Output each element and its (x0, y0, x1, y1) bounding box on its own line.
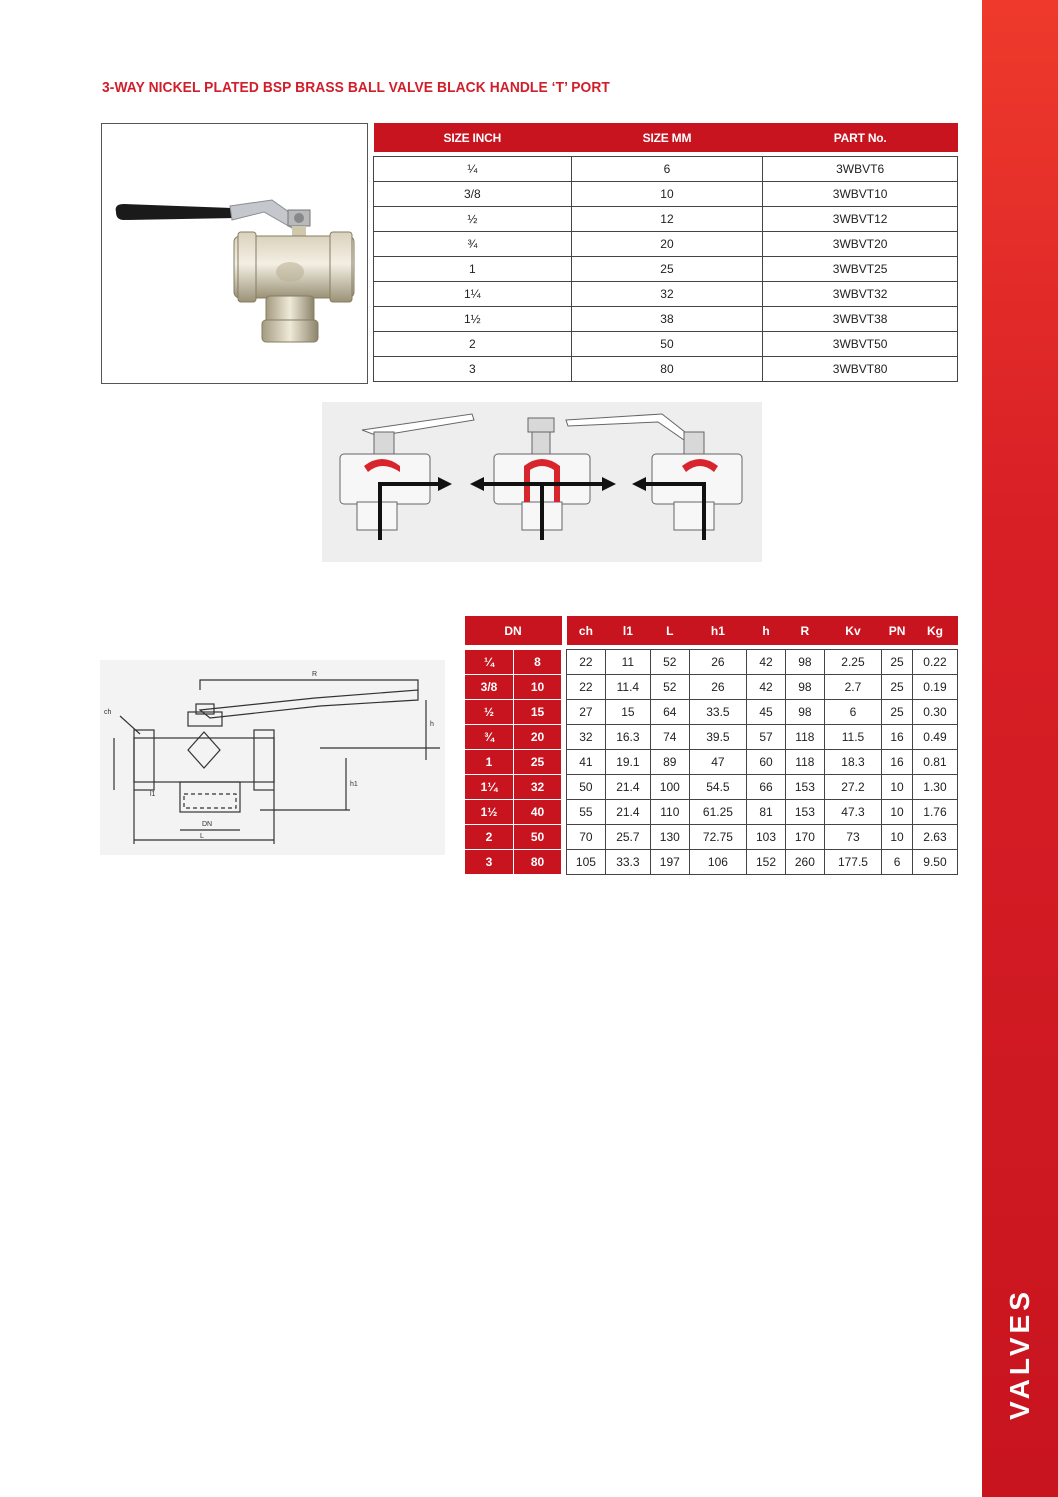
cell-size-inch: 3/8 (374, 182, 572, 207)
cell-kg: 0.22 (912, 650, 957, 675)
table-row (374, 182, 958, 207)
cell-pn: 10 (882, 800, 913, 825)
cell-ch: 22 (567, 650, 606, 675)
cell-kv: 2.25 (824, 650, 881, 675)
cell-size-mm: 32 (571, 282, 763, 307)
cell-size-mm: 25 (571, 257, 763, 282)
table-row (567, 725, 958, 750)
col-header-R: R (785, 616, 824, 645)
cell-pn: 25 (882, 650, 913, 675)
cell-size-mm: 10 (571, 182, 763, 207)
cell-pn: 16 (882, 750, 913, 775)
cell-h: 103 (747, 825, 786, 850)
cell-h1: 72.75 (689, 825, 746, 850)
cell-l: 197 (650, 850, 689, 875)
cell-h: 42 (747, 650, 786, 675)
col-header-h: h (747, 616, 786, 645)
table-row (567, 700, 958, 725)
cell-size-mm: 38 (571, 307, 763, 332)
col-header-dn: DN (465, 616, 562, 645)
cell-pn: 25 (882, 700, 913, 725)
cell-h: 152 (747, 850, 786, 875)
table-row (465, 700, 562, 725)
col-header-part-no: PART No. (763, 123, 958, 152)
cell-l1: 33.3 (605, 850, 650, 875)
cell-dn-mm: 80 (514, 850, 562, 875)
table-row (374, 157, 958, 182)
cell-ch: 70 (567, 825, 606, 850)
cell-h1: 33.5 (689, 700, 746, 725)
table-row (465, 775, 562, 800)
table-row (567, 800, 958, 825)
cell-part-no: 3WBVT50 (763, 332, 958, 357)
technical-drawing (100, 660, 445, 855)
page-title: 3-WAY NICKEL PLATED BSP BRASS BALL VALVE BLACK HANDLE ‘T’ PORT (102, 79, 610, 96)
cell-ch: 41 (567, 750, 606, 775)
cell-r: 153 (785, 775, 824, 800)
cell-kv: 11.5 (824, 725, 881, 750)
cell-h: 42 (747, 675, 786, 700)
cell-kv: 27.2 (824, 775, 881, 800)
cell-h1: 39.5 (689, 725, 746, 750)
cell-dn-inch: 2 (465, 825, 514, 850)
col-header-L: L (650, 616, 689, 645)
table-row (465, 750, 562, 775)
product-photo (101, 123, 368, 384)
cell-part-no: 3WBVT32 (763, 282, 958, 307)
cell-kg: 1.76 (912, 800, 957, 825)
cell-r: 170 (785, 825, 824, 850)
cell-part-no: 3WBVT20 (763, 232, 958, 257)
cell-kg: 0.49 (912, 725, 957, 750)
table-row (567, 850, 958, 875)
cell-size-inch: 1½ (374, 307, 572, 332)
cell-kv: 6 (824, 700, 881, 725)
cell-r: 260 (785, 850, 824, 875)
cell-h: 66 (747, 775, 786, 800)
cell-size-mm: 50 (571, 332, 763, 357)
cell-h: 81 (747, 800, 786, 825)
table-row (374, 232, 958, 257)
cell-l1: 15 (605, 700, 650, 725)
cell-part-no: 3WBVT38 (763, 307, 958, 332)
table-row (465, 800, 562, 825)
cell-dn-mm: 32 (514, 775, 562, 800)
cell-l1: 11.4 (605, 675, 650, 700)
cell-l1: 25.7 (605, 825, 650, 850)
cell-kv: 73 (824, 825, 881, 850)
cell-h1: 26 (689, 650, 746, 675)
cell-part-no: 3WBVT6 (763, 157, 958, 182)
col-header-Kv: Kv (824, 616, 881, 645)
label-R: R (312, 671, 318, 678)
col-header-Kg: Kg (912, 616, 957, 645)
cell-ch: 55 (567, 800, 606, 825)
cell-ch: 27 (567, 700, 606, 725)
ball-valve-illustration (102, 124, 367, 383)
cell-l: 52 (650, 675, 689, 700)
cell-size-inch: 2 (374, 332, 572, 357)
cell-l1: 21.4 (605, 800, 650, 825)
cell-size-mm: 80 (571, 357, 763, 382)
table-row (567, 750, 958, 775)
cell-part-no: 3WBVT12 (763, 207, 958, 232)
cell-dn-mm: 25 (514, 750, 562, 775)
cell-part-no: 3WBVT25 (763, 257, 958, 282)
col-header-size-inch: SIZE INCH (374, 123, 572, 152)
dimension-drawing (100, 660, 445, 855)
cell-dn-mm: 10 (514, 675, 562, 700)
label-L: L (200, 833, 204, 840)
cell-r: 118 (785, 750, 824, 775)
table-row (567, 650, 958, 675)
cell-h1: 47 (689, 750, 746, 775)
cell-pn: 16 (882, 725, 913, 750)
label-dn: DN (202, 821, 213, 828)
cell-ch: 32 (567, 725, 606, 750)
cell-dn-inch: 3/8 (465, 675, 514, 700)
cell-dn-inch: ½ (465, 700, 514, 725)
cell-pn: 10 (882, 825, 913, 850)
cell-size-mm: 20 (571, 232, 763, 257)
cell-dn-mm: 8 (514, 650, 562, 675)
cell-h: 60 (747, 750, 786, 775)
section-label: VALVES (1004, 1288, 1035, 1420)
cell-size-inch: 1 (374, 257, 572, 282)
cell-kv: 47.3 (824, 800, 881, 825)
cell-pn: 25 (882, 675, 913, 700)
cell-size-inch: 3 (374, 357, 572, 382)
cell-kg: 9.50 (912, 850, 957, 875)
cell-r: 98 (785, 650, 824, 675)
table-row (465, 850, 562, 875)
table-row (567, 775, 958, 800)
table-row (465, 650, 562, 675)
cell-l: 100 (650, 775, 689, 800)
cell-kg: 0.19 (912, 675, 957, 700)
table-row (567, 675, 958, 700)
col-header-PN: PN (882, 616, 913, 645)
table-row (465, 825, 562, 850)
cell-ch: 105 (567, 850, 606, 875)
table-row (374, 282, 958, 307)
cell-part-no: 3WBVT10 (763, 182, 958, 207)
cell-l: 89 (650, 750, 689, 775)
table-row (465, 675, 562, 700)
cell-size-inch: ½ (374, 207, 572, 232)
table-row (374, 307, 958, 332)
cell-pn: 10 (882, 775, 913, 800)
cell-h1: 61.25 (689, 800, 746, 825)
flow-direction-illustration (322, 402, 762, 562)
size-table (373, 123, 958, 382)
cell-l1: 16.3 (605, 725, 650, 750)
table-row (374, 332, 958, 357)
cell-l: 64 (650, 700, 689, 725)
cell-dn-inch: ¼ (465, 650, 514, 675)
cell-ch: 22 (567, 675, 606, 700)
cell-kg: 2.63 (912, 825, 957, 850)
cell-dn-mm: 50 (514, 825, 562, 850)
cell-kg: 0.81 (912, 750, 957, 775)
cell-h1: 106 (689, 850, 746, 875)
cell-pn: 6 (882, 850, 913, 875)
cell-r: 98 (785, 675, 824, 700)
label-h: h (430, 721, 434, 728)
cell-kg: 0.30 (912, 700, 957, 725)
cell-l1: 19.1 (605, 750, 650, 775)
cell-size-mm: 6 (571, 157, 763, 182)
cell-dn-inch: ¾ (465, 725, 514, 750)
cell-dn-inch: 1¼ (465, 775, 514, 800)
cell-kv: 177.5 (824, 850, 881, 875)
cell-dn-mm: 15 (514, 700, 562, 725)
cell-dn-inch: 1 (465, 750, 514, 775)
cell-size-inch: ¾ (374, 232, 572, 257)
cell-h1: 54.5 (689, 775, 746, 800)
sidebar-band (982, 0, 1058, 1497)
cell-l: 52 (650, 650, 689, 675)
cell-kv: 2.7 (824, 675, 881, 700)
cell-l1: 11 (605, 650, 650, 675)
table-row (374, 357, 958, 382)
table-row (567, 825, 958, 850)
cell-kv: 18.3 (824, 750, 881, 775)
label-l1: l1 (150, 791, 156, 798)
cell-h: 45 (747, 700, 786, 725)
cell-kg: 1.30 (912, 775, 957, 800)
cell-l1: 21.4 (605, 775, 650, 800)
cell-h: 57 (747, 725, 786, 750)
dn-table (464, 616, 562, 875)
flow-diagram (322, 402, 762, 562)
cell-l: 110 (650, 800, 689, 825)
cell-size-mm: 12 (571, 207, 763, 232)
cell-r: 118 (785, 725, 824, 750)
cell-r: 98 (785, 700, 824, 725)
cell-dn-inch: 3 (465, 850, 514, 875)
table-row (374, 207, 958, 232)
cell-dn-inch: 1½ (465, 800, 514, 825)
cell-size-inch: ¼ (374, 157, 572, 182)
cell-dn-mm: 40 (514, 800, 562, 825)
cell-dn-mm: 20 (514, 725, 562, 750)
col-header-ch: ch (567, 616, 606, 645)
cell-ch: 50 (567, 775, 606, 800)
cell-l: 130 (650, 825, 689, 850)
table-row (465, 725, 562, 750)
cell-l: 74 (650, 725, 689, 750)
col-header-h1: h1 (689, 616, 746, 645)
col-header-size-mm: SIZE MM (571, 123, 763, 152)
cell-size-inch: 1¼ (374, 282, 572, 307)
cell-r: 153 (785, 800, 824, 825)
col-header-l1: l1 (605, 616, 650, 645)
spec-table (566, 616, 958, 875)
table-row (374, 257, 958, 282)
label-ch: ch (104, 709, 112, 716)
cell-h1: 26 (689, 675, 746, 700)
cell-part-no: 3WBVT80 (763, 357, 958, 382)
label-h1: h1 (350, 781, 358, 788)
